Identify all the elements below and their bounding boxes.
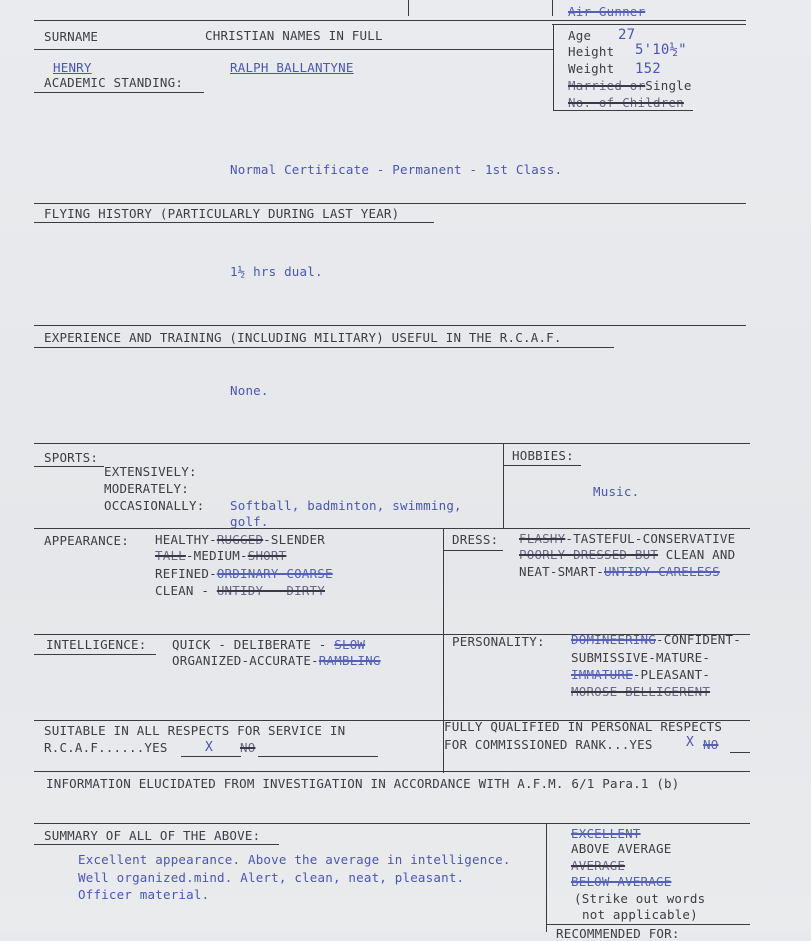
age-label: Age [568,28,592,43]
appearance-option: REFINED- [155,566,217,581]
dress-struck-option: FLASHY [519,531,566,546]
sports-moderately: MODERATELY: [104,481,189,496]
appearance-struck-option: TALL [155,548,186,563]
personality-line-1 [571,632,741,647]
hobbies-divider [503,444,504,528]
personality-struck-option: DOMINEERING [571,632,656,647]
top-divider [408,0,409,16]
appearance-label: APPEARANCE: [44,533,129,548]
rule [34,466,104,467]
academic-standing-label: ACADEMIC STANDING: [44,75,184,90]
suitable-no-struck: NO [240,740,256,755]
appearance-struck-option: UNTIDY - DIRTY [216,583,325,598]
height-label: Height [568,44,615,59]
dress-line-1 [519,531,735,546]
personality-line-3 [571,667,710,682]
personality-line-2 [571,650,710,665]
summary-value-line-2: Well organized.mind. Alert, clean, neat, pleasant. [78,870,465,885]
rule [34,443,750,444]
qualified-no-struck: NO [703,737,719,752]
experience-value: None. [230,383,269,398]
appearance-line-3 [155,566,333,581]
rating-struck: AVERAGE [571,858,626,873]
rule [546,924,750,925]
weight-label: Weight [568,61,615,76]
appearance-struck-option: RUGGED [216,532,264,547]
rule [553,110,693,111]
summary-value-line-1: Excellent appearance. Above the average in intelligence. [78,852,511,867]
appearance-option: CLEAN - [155,583,217,598]
dress-line-2 [519,547,735,562]
hobbies-label: HOBBIES: [512,448,574,463]
personality-struck-option: IMMATURE [571,667,633,682]
sports-label: SPORTS: [44,450,99,465]
rule [34,325,746,326]
dress-option: CLEAN AND [658,547,736,562]
suitable-line-1: SUITABLE IN ALL RESPECTS FOR SERVICE IN [44,723,346,738]
rule [34,20,746,21]
christian-names-value: RALPH BALLANTYNE [230,60,354,75]
suitable-no [240,740,255,755]
sports-occasionally-value: golf. [230,514,269,529]
surname-value: HENRY [53,60,92,75]
rule [34,771,750,772]
dress-struck-option: UNTIDY-CARELESS [603,564,720,579]
rule [503,465,581,466]
rule [730,752,750,753]
appearance-struck-option: ORDINARY-COARSE [216,566,333,581]
rule [34,844,279,845]
intelligence-option: ORGANIZED-ACCURATE- [172,653,319,668]
surname-label: SURNAME [44,29,99,44]
rule [34,823,750,824]
sports-occasionally-value: Softball, badminton, swimming, [230,498,462,513]
information-label: INFORMATION ELUCIDATED FROM INVESTIGATION IN ACCORDANCE WITH A.F.M. 6/1 Para.1 (b) [46,776,680,791]
rule [34,49,554,50]
summary-label: SUMMARY OF ALL OF THE ABOVE: [44,828,261,843]
hobbies-value: Music. [593,484,640,499]
qualified-line-1: FULLY QUALIFIED IN PERSONAL RESPECTS [444,719,723,734]
rating-note-1: (Strike out words [574,891,706,906]
married-label [568,78,692,93]
intelligence-line-1 [172,637,365,652]
personality-line-4 [571,684,710,699]
christian-names-label: CHRISTIAN NAMES IN FULL [205,28,383,43]
rating-excellent [571,826,641,841]
appearance-option: -MEDIUM- [185,548,248,563]
dress-line-3 [519,564,720,579]
qualified-line-2: FOR COMMISSIONED RANK...YES [444,737,653,752]
rating-struck: BELOW AVERAGE [571,874,672,889]
rule [552,24,746,25]
suitable-line-2: R.C.A.F......YES [44,740,168,755]
dress-label: DRESS: [452,532,499,547]
sports-extensively: EXTENSIVELY: [104,464,197,479]
appearance-line-1 [155,532,325,547]
intelligence-label: INTELLIGENCE: [46,637,147,652]
experience-label: EXPERIENCE AND TRAINING (INCLUDING MILITARY) USEFUL IN THE R.C.A.F. [44,330,562,345]
academic-standing-value: Normal Certificate - Permanent - 1st Class. [230,162,563,177]
rule [181,756,241,757]
intelligence-struck-option: SLOW [334,637,366,652]
rule [34,528,750,529]
rule [34,654,156,655]
personal-box-divider [553,24,554,110]
intelligence-struck-option: RAMBLING [318,653,381,668]
appearance-option: -SLENDER [263,532,325,547]
rating-below-average [571,874,671,889]
suitable-yes-mark: X [205,740,214,755]
intelligence-line-2 [172,653,381,668]
personality-option: -CONFIDENT- [655,632,741,647]
rule [34,347,614,348]
rule [34,92,204,93]
married-label-text: Married or [568,78,646,93]
dress-option: -TASTEFUL-CONSERVATIVE [565,531,736,546]
summary-value-line-3: Officer material. [78,887,210,902]
appearance-line-2 [155,548,286,563]
rating-above-average: ABOVE AVERAGE [571,841,672,856]
qualified-no [703,737,718,752]
dress-option: NEAT-SMART- [519,564,604,579]
flying-history-value: 1½ hrs dual. [230,264,323,279]
recommended-for-label: RECOMMENDED FOR: [556,926,680,941]
top-divider [552,0,553,16]
personality-option: SUBMISSIVE-MATURE- [571,650,711,665]
age-value: 27 [618,27,636,43]
qualified-yes-mark: X [686,735,695,750]
appearance-line-4 [155,583,325,598]
rating-note-2: not applicable) [582,907,698,922]
appearance-struck-option: SHORT [247,548,287,563]
rating-struck: EXCELLENT [571,826,641,841]
rule [258,756,378,757]
married-value: Single [645,78,692,93]
rating-average [571,858,625,873]
rating-divider [546,824,547,932]
rule [34,203,746,204]
rule [34,222,434,223]
personality-label: PERSONALITY: [452,634,545,649]
children-label: No. of Children [568,95,684,110]
flying-history-label: FLYING HISTORY (PARTICULARLY DURING LAST YEAR) [44,206,400,221]
sports-occasionally: OCCASIONALLY: [104,498,205,513]
personality-option: -PLEASANT- [632,667,711,682]
intelligence-option: QUICK - DELIBERATE - [172,637,335,652]
dress-struck-option: POORLY DRESSED BUT [519,547,659,562]
weight-value: 152 [635,61,661,77]
appearance-option: HEALTHY- [155,532,217,547]
height-value: 5'10½" [635,42,687,58]
rule [443,550,503,551]
personality-struck-option: MOROSE-BELLIGERENT [571,684,711,699]
trade-value: Air Gunner [568,4,646,19]
